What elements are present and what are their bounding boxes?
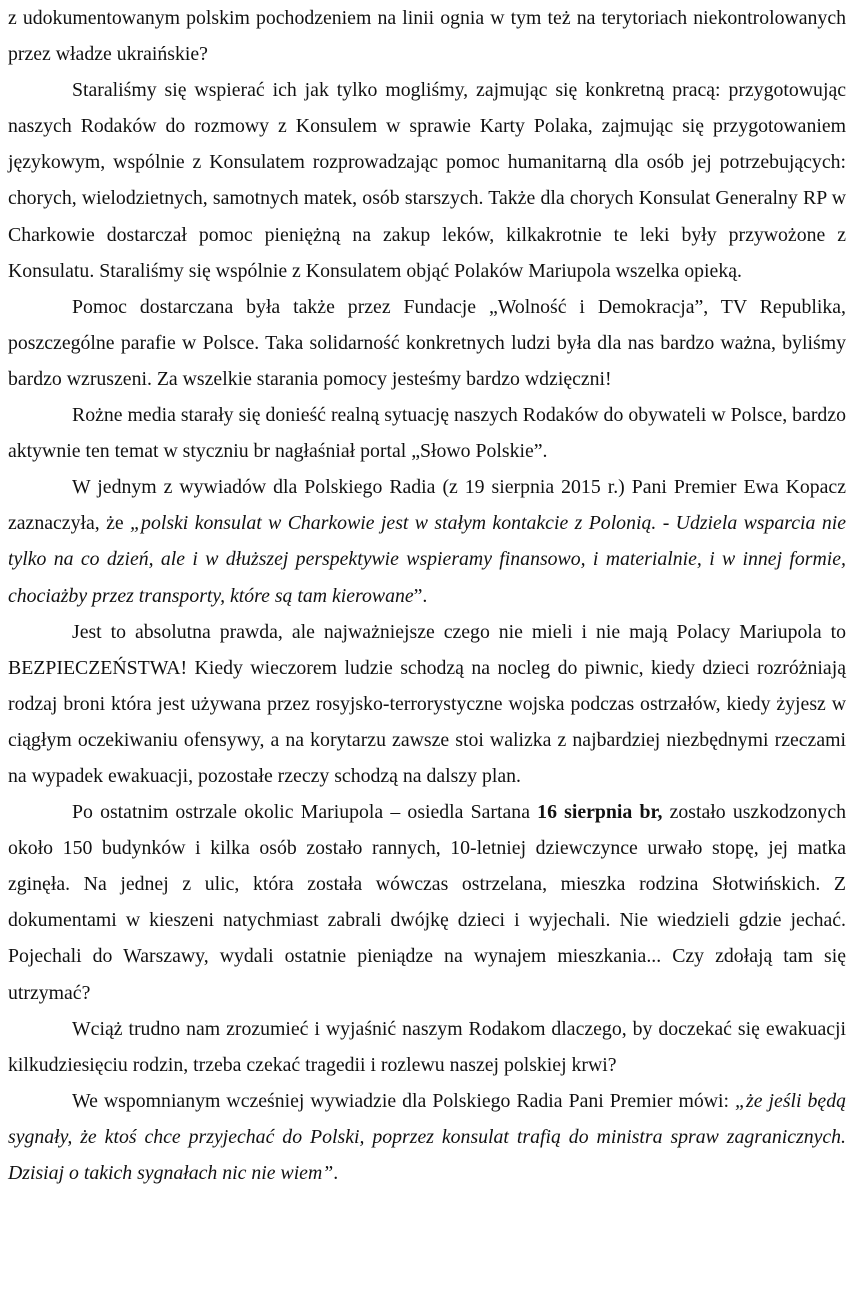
paragraph-text: Pomoc dostarczana była także przez Fundacje „Wolność i Demokracja”, TV Republika, poszczególne parafie w Polsce. Taka solidarność konkretnych ludzi była dla nas bardzo ważna, byliśmy bardzo wzruszeni. Za wszelkie starania pomocy jesteśmy bardzo wdzięczni! — [8, 295, 846, 390]
paragraph-text: W jednym z wywiadów dla Polskiego Radia (z 19 sierpnia 2015 r.) Pani Premier Ewa Kopacz zaznaczyła, że — [8, 476, 846, 535]
quoted-italic-text: „że jeśli będą sygnały, że ktoś chce przyjechać do Polski, poprzez konsulat trafią do ministra spraw zagranicznych. Dzisiaj o takich sygnałach nic nie wiem” — [8, 1089, 846, 1184]
body-paragraph — [8, 72, 846, 289]
paragraph-text: zostało uszkodzonych około 150 budynków i kilka osób zostało rannych, 10-letniej dziewczynce urwało stopę, jej matka zginęła. Na jednej z ulic, która została wówczas ostrzelana, mieszka rodzina Słotwińskich. Z dokumentami w kieszeni natychmiast zabrali dwójkę dzieci i wyjechali. Nie wiedzieli gdzie jechać. Pojechali do Warszawy, wydali ostatnie pieniądze na wynajem mieszkania... Czy zdołają tam się utrzymać? — [8, 801, 846, 1004]
body-paragraph — [8, 0, 846, 72]
body-paragraph — [8, 794, 846, 1011]
paragraph-text: We wspomnianym wcześniej wywiadzie dla Polskiego Radia Pani Premier mówi: — [72, 1089, 736, 1112]
quoted-italic-text: „polski konsulat w Charkowie jest w stałym kontakcie z Polonią. - Udziela wsparcia nie tylko na co dzień, ale i w dłuższej perspektywie wspieramy finansowo, i materialnie, i w innej formie, chociażby przez transporty, które są tam kierowane — [8, 512, 846, 607]
paragraph-text: . — [333, 1162, 339, 1184]
paragraph-text: ”. — [413, 584, 428, 607]
body-paragraph — [8, 1083, 846, 1191]
body-paragraph — [8, 469, 846, 613]
body-paragraph — [8, 397, 846, 469]
paragraph-text: Staraliśmy się wspierać ich jak tylko mogliśmy, zajmując się konkretną pracą: przygotowując naszych Rodaków do rozmowy z Konsulem w sprawie Karty Polaka, zajmując się przygotowaniem językowym, wspólnie z Konsulatem rozprowadzając pomoc humanitarną dla osób jej potrzebujących: chorych, wielodzietnych, samotnych matek, osób starszych. Także dla chorych Konsulat Generalny RP w Charkowie dostarczał pomoc pieniężną na zakup leków, kilkakrotnie te leki były przywożone z Konsulatu. Staraliśmy się wspólnie z Konsulatem objąć Polaków Mariupola wszelka opieką. — [8, 79, 846, 282]
body-paragraph — [8, 289, 846, 397]
paragraph-text: z udokumentowanym polskim pochodzeniem na linii ognia w tym też na terytoriach niekontrolowanych przez władze ukraińskie? — [8, 7, 846, 66]
bold-date-text: 16 sierpnia br, — [537, 801, 663, 824]
document-page — [8, 0, 846, 1191]
paragraph-text: Jest to absolutna prawda, ale najważniejsze czego nie mieli i nie mają Polacy Mariupola to BEZPIECZEŃSTWA! Kiedy wieczorem ludzie schodzą na nocleg do piwnic, kiedy dzieci rozróżniają rodzaj broni która jest używana przez rosyjsko-terrorystyczne wojska podczas ostrzałów, kiedy żyjesz w ciągłym oczekiwaniu ofensywy, a na korytarzu zawsze stoi walizka z najbardziej niezbędnymi rzeczami na wypadek ewakuacji, pozostałe rzeczy schodzą na dalszy plan. — [8, 620, 846, 787]
body-paragraph — [8, 614, 846, 794]
paragraph-text: Rożne media starały się donieść realną sytuację naszych Rodaków do obywateli w Polsce, bardzo aktywnie ten temat w styczniu br nagłaśniał portal „Słowo Polskie”. — [8, 404, 846, 463]
paragraph-text: Wciąż trudno nam zrozumieć i wyjaśnić naszym Rodakom dlaczego, by doczekać się ewakuacji kilkudziesięciu rodzin, trzeba czekać tragedii i rozlewu naszej polskiej krwi? — [8, 1017, 846, 1076]
body-paragraph — [8, 1011, 846, 1083]
paragraph-text: Po ostatnim ostrzale okolic Mariupola – osiedla Sartana — [72, 801, 538, 824]
